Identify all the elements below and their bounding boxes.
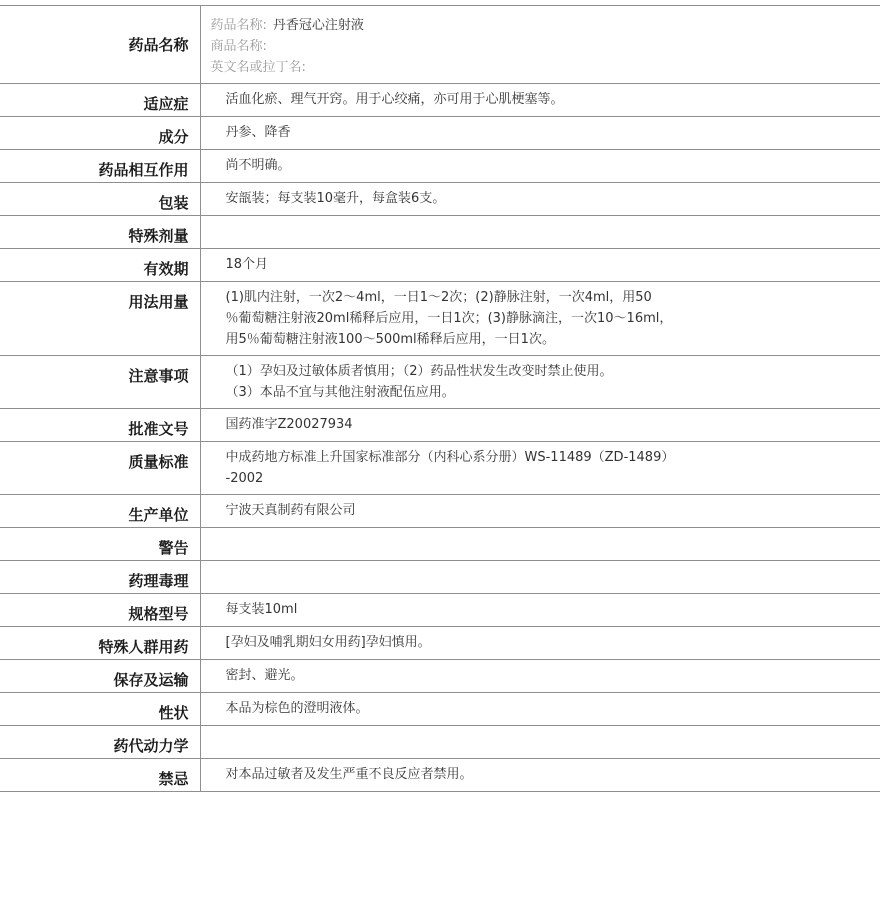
generic-name-key: 药品名称: <box>210 18 267 33</box>
manufacturer-line-1: 宁波天真制药有限公司 <box>225 503 356 518</box>
row-usage <box>0 282 880 356</box>
label-approval: 批准文号 <box>0 409 200 442</box>
trade-name-key: 商品名称: <box>210 39 267 54</box>
label-validity: 有效期 <box>0 249 200 282</box>
spec-line-1: 每支装10ml <box>225 602 298 617</box>
row-special-population <box>0 627 880 660</box>
value-usage <box>200 282 880 356</box>
value-pharmacokinetics <box>200 726 880 759</box>
label-precautions: 注意事项 <box>0 356 200 409</box>
label-special-population: 特殊人群用药 <box>0 627 200 660</box>
label-storage: 保存及运输 <box>0 660 200 693</box>
drug-info-table <box>0 5 880 792</box>
approval-line-1: 国药准字Z20027934 <box>225 417 353 432</box>
usage-line-1: (1)肌内注射，一次2～4ml，一日1～2次；(2)静脉注射，一次4ml，用50 <box>225 290 652 305</box>
storage-line-1: 密封、避光。 <box>225 668 304 683</box>
precautions-line-2: （3）本品不宜与其他注射液配伍应用。 <box>225 385 455 400</box>
row-indication <box>0 84 880 117</box>
value-special-population <box>200 627 880 660</box>
value-validity <box>200 249 880 282</box>
row-approval <box>0 409 880 442</box>
value-manufacturer <box>200 495 880 528</box>
special-population-line-1: [孕妇及哺乳期妇女用药]孕妇慎用。 <box>225 635 431 650</box>
character-line-1: 本品为棕色的澄明液体。 <box>225 701 369 716</box>
interaction-line-1: 尚不明确。 <box>225 158 291 173</box>
label-package: 包装 <box>0 183 200 216</box>
validity-line-1: 18个月 <box>225 257 269 272</box>
row-drug-name <box>0 6 880 84</box>
label-usage: 用法用量 <box>0 282 200 356</box>
row-precautions <box>0 356 880 409</box>
label-standard: 质量标准 <box>0 442 200 495</box>
value-toxicology <box>200 561 880 594</box>
contraindication-line-1: 对本品过敏者及发生严重不良反应者禁用。 <box>225 767 473 782</box>
usage-line-2: ％葡萄糖注射液20ml稀释后应用，一日1次；(3)静脉滴注，一次10～16ml， <box>225 311 673 326</box>
value-indication <box>200 84 880 117</box>
ingredients-line-1: 丹参、降香 <box>225 125 291 140</box>
row-ingredients <box>0 117 880 150</box>
trade-name-line <box>211 36 871 57</box>
row-interaction <box>0 150 880 183</box>
label-contraindication: 禁忌 <box>0 759 200 792</box>
usage-line-3: 用5％葡萄糖注射液100～500ml稀释后应用，一日1次。 <box>225 332 555 347</box>
label-spec: 规格型号 <box>0 594 200 627</box>
label-manufacturer: 生产单位 <box>0 495 200 528</box>
row-package <box>0 183 880 216</box>
label-special-dosage: 特殊剂量 <box>0 216 200 249</box>
standard-line-1: 中成药地方标准上升国家标准部分（内科心系分册）WS-11489（ZD-1489） <box>225 450 675 465</box>
standard-line-2: -2002 <box>225 471 264 486</box>
value-special-dosage <box>200 216 880 249</box>
label-warning: 警告 <box>0 528 200 561</box>
english-name-line <box>211 57 871 78</box>
generic-name-line <box>211 15 871 36</box>
value-storage <box>200 660 880 693</box>
label-character: 性状 <box>0 693 200 726</box>
row-validity <box>0 249 880 282</box>
value-approval <box>200 409 880 442</box>
label-interaction: 药品相互作用 <box>0 150 200 183</box>
row-toxicology <box>0 561 880 594</box>
row-standard <box>0 442 880 495</box>
precautions-line-1: （1）孕妇及过敏体质者慎用；（2）药品性状发生改变时禁止使用。 <box>225 364 613 379</box>
value-package <box>200 183 880 216</box>
row-storage <box>0 660 880 693</box>
row-spec <box>0 594 880 627</box>
generic-name-value: 丹香冠心注射液 <box>272 18 364 33</box>
row-character <box>0 693 880 726</box>
label-indication: 适应症 <box>0 84 200 117</box>
value-contraindication <box>200 759 880 792</box>
value-interaction <box>200 150 880 183</box>
row-pharmacokinetics <box>0 726 880 759</box>
value-precautions <box>200 356 880 409</box>
package-line-1: 安瓿装；每支装10毫升，每盒装6支。 <box>225 191 446 206</box>
row-special-dosage <box>0 216 880 249</box>
label-toxicology: 药理毒理 <box>0 561 200 594</box>
label-drug-name: 药品名称 <box>0 6 200 84</box>
indication-line-1: 活血化瘀、理气开窍。用于心绞痛，亦可用于心肌梗塞等。 <box>225 92 564 107</box>
value-warning <box>200 528 880 561</box>
value-standard <box>200 442 880 495</box>
row-warning <box>0 528 880 561</box>
row-contraindication <box>0 759 880 792</box>
value-drug-name <box>200 6 880 84</box>
value-character <box>200 693 880 726</box>
english-name-key: 英文名或拉丁名: <box>210 60 306 75</box>
label-ingredients: 成分 <box>0 117 200 150</box>
row-manufacturer <box>0 495 880 528</box>
value-ingredients <box>200 117 880 150</box>
value-spec <box>200 594 880 627</box>
label-pharmacokinetics: 药代动力学 <box>0 726 200 759</box>
